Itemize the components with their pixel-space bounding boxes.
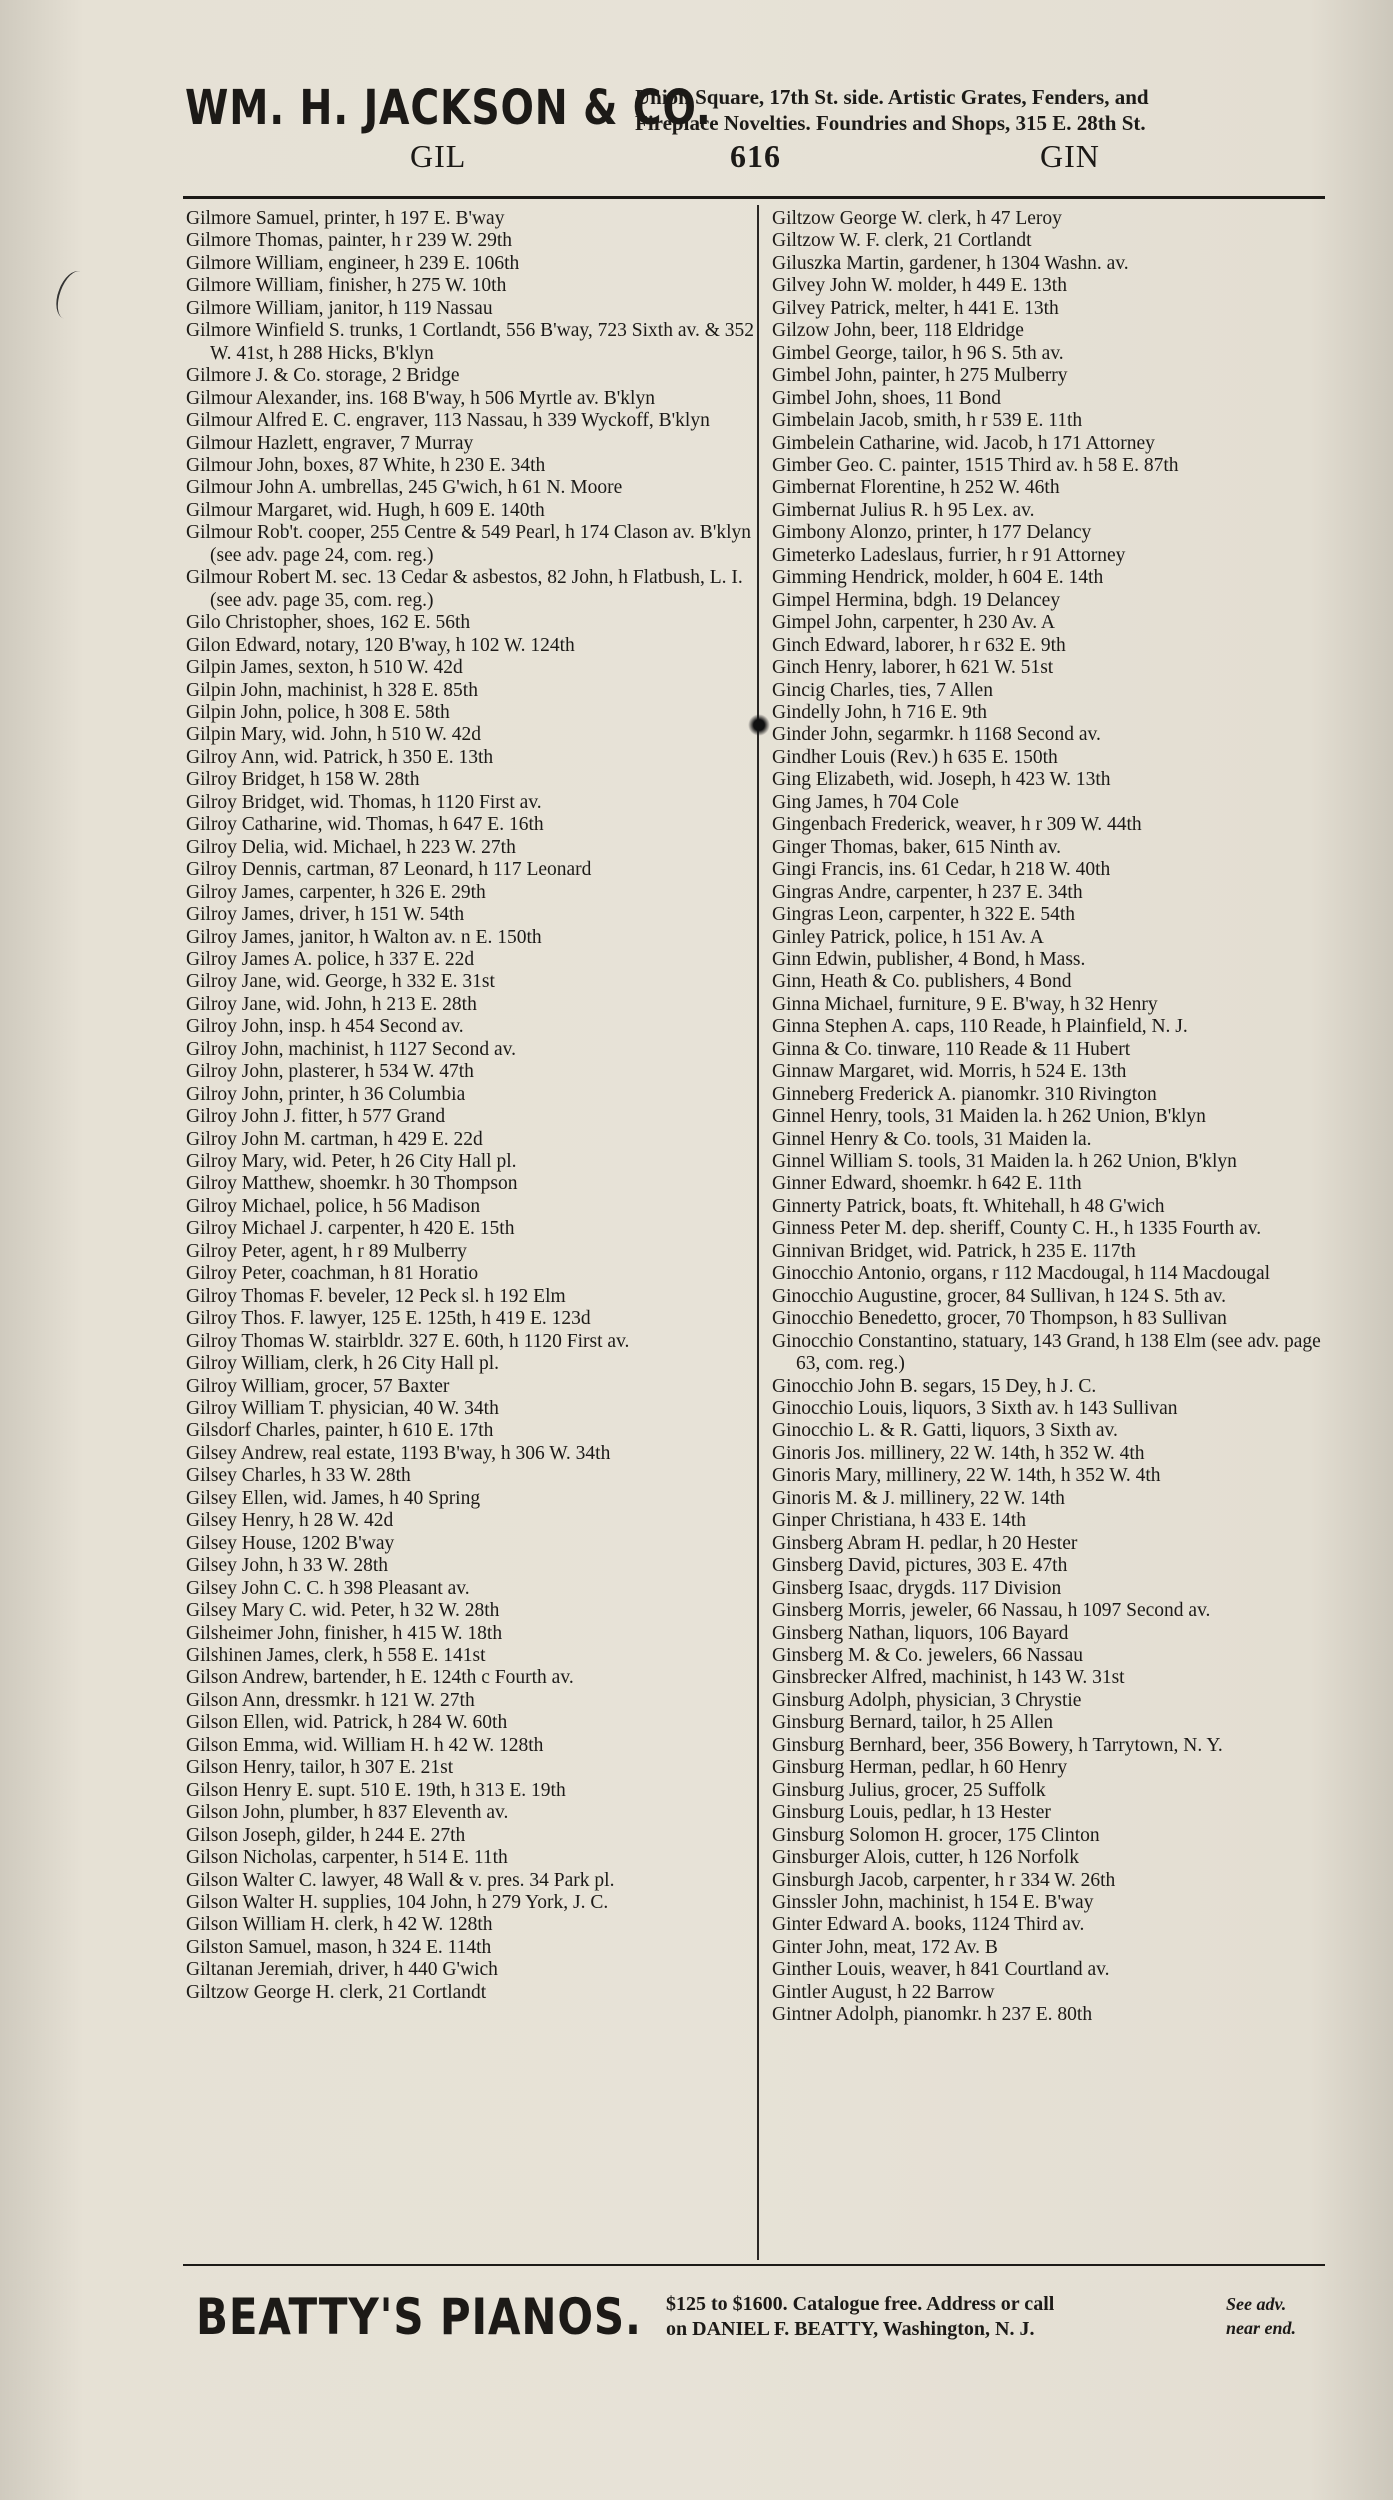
directory-entry: Gilroy John J. fitter, h 577 Grand	[186, 1106, 446, 1128]
directory-entry: Gingras Leon, carpenter, h 322 E. 54th	[772, 904, 1076, 926]
directory-entry: Gilmore J. & Co. storage, 2 Bridge	[186, 365, 460, 387]
directory-entry: Gindher Louis (Rev.) h 635 E. 150th	[772, 746, 1058, 768]
directory-entry: Gintner Adolph, pianomkr. h 237 E. 80th	[772, 2004, 1093, 2026]
directory-entry: Gilroy Mary, wid. Peter, h 26 City Hall pl.	[186, 1151, 517, 1173]
directory-entry: Ginssler John, machinist, h 154 E. B'way	[772, 1891, 1094, 1913]
directory-entry: Gilmour Alfred E. C. engraver, 113 Nassau, h 339 Wyckoff, B'klyn	[186, 410, 710, 432]
directory-entry: Gilsey Henry, h 28 W. 42d	[186, 1510, 394, 1532]
directory-entry: Gilmore Thomas, painter, h r 239 W. 29th	[186, 230, 512, 252]
directory-entry: Ginsburg Louis, pedlar, h 13 Hester	[772, 1802, 1051, 1824]
directory-entry: Gilson Henry, tailor, h 307 E. 21st	[186, 1757, 454, 1779]
directory-entry: Gilroy Dennis, cartman, 87 Leonard, h 117 Leonard	[186, 859, 592, 881]
directory-entry: Ginna Michael, furniture, 9 E. B'way, h 32 Henry	[772, 993, 1158, 1015]
directory-entry: Ginther Louis, weaver, h 841 Courtland av.	[772, 1959, 1110, 1981]
directory-entry: Ginsberg Morris, jeweler, 66 Nassau, h 1097 Second av.	[772, 1600, 1211, 1622]
directory-entry: Ginn Edwin, publisher, 4 Bond, h Mass.	[772, 948, 1086, 970]
directory-entry: Ginnaw Margaret, wid. Morris, h 524 E. 13th	[772, 1061, 1127, 1083]
directory-entry: Gilroy Peter, agent, h r 89 Mulberry	[186, 1240, 467, 1262]
directory-entry: Gilroy William, grocer, 57 Baxter	[186, 1375, 450, 1397]
directory-entry: Gimpel John, carpenter, h 230 Av. A	[772, 612, 1055, 634]
bottom-ad-line-2: on DANIEL F. BEATTY, Washington, N. J.	[666, 2318, 1035, 2340]
directory-entry: Ging James, h 704 Cole	[772, 791, 959, 813]
directory-entry: Gilroy William, clerk, h 26 City Hall pl.	[186, 1353, 499, 1375]
directory-entry: Gilroy Thomas W. stairbldr. 327 E. 60th, h 1120 First av.	[186, 1330, 630, 1352]
directory-entry: Gilroy Peter, coachman, h 81 Horatio	[186, 1263, 479, 1285]
directory-entry: Gilson Nicholas, carpenter, h 514 E. 11th	[186, 1847, 508, 1869]
directory-entry: Ginsburg Bernhard, beer, 356 Bowery, h Tarrytown, N. Y.	[772, 1734, 1223, 1756]
bottom-ad-text	[666, 2292, 1226, 2342]
directory-entry: Ginsburger Alois, cutter, h 126 Norfolk	[772, 1847, 1080, 1869]
directory-entry: Gilmour Margaret, wid. Hugh, h 609 E. 140th	[186, 499, 545, 521]
directory-entry: Ginocchio John B. segars, 15 Dey, h J. C.	[772, 1375, 1097, 1397]
top-ad-text	[635, 84, 1325, 136]
directory-entry: Gilroy James, driver, h 151 W. 54th	[186, 904, 465, 926]
running-head-left: GIL	[410, 138, 467, 174]
directory-entry: Gilroy Thomas F. beveler, 12 Peck sl. h 192 Elm	[186, 1285, 566, 1307]
directory-entry: Gilroy Jane, wid. George, h 332 E. 31st	[186, 971, 495, 993]
directory-entry: Gilroy Michael J. carpenter, h 420 E. 15th	[186, 1218, 515, 1240]
directory-entry: Ginocchio Benedetto, grocer, 70 Thompson, h 83 Sullivan	[772, 1308, 1227, 1330]
directory-entry: Gimbelein Catharine, wid. Jacob, h 171 Attorney	[772, 432, 1155, 454]
directory-entry: Gilsey Charles, h 33 W. 28th	[186, 1465, 411, 1487]
directory-entry: Ginner Edward, shoemkr. h 642 E. 11th	[772, 1173, 1082, 1195]
directory-entry: Ginger Thomas, baker, 615 Ninth av.	[772, 836, 1061, 858]
directory-entry: Ginoris M. & J. millinery, 22 W. 14th	[772, 1487, 1065, 1509]
directory-entry: Ginper Christiana, h 433 E. 14th	[772, 1510, 1027, 1532]
directory-entry: Ginness Peter M. dep. sheriff, County C. H., h 1335 Fourth av.	[772, 1218, 1262, 1240]
directory-entry: Gilroy John, machinist, h 1127 Second av.	[186, 1038, 517, 1060]
directory-entry: Gilsdorf Charles, painter, h 610 E. 17th	[186, 1420, 494, 1442]
directory-entry: Gilson Henry E. supt. 510 E. 19th, h 313 E. 19th	[186, 1779, 566, 1801]
directory-entry: Gimbel John, shoes, 11 Bond	[772, 387, 1001, 409]
directory-entry: Gilpin James, sexton, h 510 W. 42d	[186, 657, 463, 679]
directory-entry: Ginsberg Abram H. pedlar, h 20 Hester	[772, 1532, 1078, 1554]
directory-entry: Gilroy Bridget, h 158 W. 28th	[186, 769, 420, 791]
directory-entry: Giluszka Martin, gardener, h 1304 Washn. av.	[772, 252, 1129, 274]
directory-entry: Gilmore William, janitor, h 119 Nassau	[186, 297, 493, 319]
directory-entry: Ginnel William S. tools, 31 Maiden la. h 262 Union, B'klyn	[772, 1151, 1237, 1173]
directory-entry: Ginn, Heath & Co. publishers, 4 Bond	[772, 971, 1072, 993]
directory-entry: Gilroy James A. police, h 337 E. 22d	[186, 948, 475, 970]
directory-entry: Ginsberg Isaac, drygds. 117 Division	[772, 1577, 1062, 1599]
top-ad-line-1: Union Square, 17th St. side. Artistic Grates, Fenders, and	[635, 85, 1149, 109]
directory-entry: Ginocchio L. & R. Gatti, liquors, 3 Sixth av.	[772, 1420, 1118, 1442]
directory-entry: Gilson Andrew, bartender, h E. 124th c Fourth av.	[186, 1667, 574, 1689]
directory-entry: Gilroy Michael, police, h 56 Madison	[186, 1195, 481, 1217]
directory-entry: Ginna & Co. tinware, 110 Reade & 11 Hubert	[772, 1038, 1131, 1060]
directory-entry: Gilmour Rob't. cooper, 255 Centre & 549 Pearl, h 174 Clason av. B'klyn (see adv. page 24, com. reg.)	[186, 522, 751, 566]
directory-entry: Gilmour Hazlett, engraver, 7 Murray	[186, 432, 474, 454]
directory-entry: Gilsey Mary C. wid. Peter, h 32 W. 28th	[186, 1600, 500, 1622]
directory-entry: Gilroy Delia, wid. Michael, h 223 W. 27th	[186, 836, 516, 858]
directory-entry: Ginsburg Bernard, tailor, h 25 Allen	[772, 1712, 1054, 1734]
directory-entry: Gimbernat Florentine, h 252 W. 46th	[772, 477, 1060, 499]
top-ad-name: WM. H. JACKSON & CO.	[185, 80, 712, 136]
directory-entry: Giltzow George H. clerk, 21 Cortlandt	[186, 1981, 487, 2003]
directory-entry: Gilmour Alexander, ins. 168 B'way, h 506 Myrtle av. B'klyn	[186, 387, 655, 409]
directory-entry: Gilroy Bridget, wid. Thomas, h 1120 First av.	[186, 791, 542, 813]
directory-entry: Gilsey House, 1202 B'way	[186, 1532, 395, 1554]
page-number: 616	[730, 138, 781, 174]
directory-entry: Gilson Ann, dressmkr. h 121 W. 27th	[186, 1689, 475, 1711]
directory-entry: Gilmore Samuel, printer, h 197 E. B'way	[186, 208, 505, 229]
directory-entry: Gilmour John, boxes, 87 White, h 230 E. 34th	[186, 454, 546, 476]
directory-entry: Ginley Patrick, police, h 151 Av. A	[772, 926, 1044, 948]
directory-entry: Gilroy John M. cartman, h 429 E. 22d	[186, 1128, 483, 1150]
right-column	[772, 208, 1334, 2027]
directory-entry: Gilshinen James, clerk, h 558 E. 141st	[186, 1645, 486, 1666]
directory-entry: Gintler August, h 22 Barrow	[772, 1981, 995, 2003]
directory-entry: Ginsberg Nathan, liquors, 106 Bayard	[772, 1622, 1069, 1644]
directory-entry: Gilo Christopher, shoes, 162 E. 56th	[186, 612, 471, 634]
directory-entry: Ginnel Henry, tools, 31 Maiden la. h 262 Union, B'klyn	[772, 1106, 1206, 1128]
directory-entry: Ginoris Mary, millinery, 22 W. 14th, h 352 W. 4th	[772, 1465, 1161, 1487]
directory-entry: Gilpin John, machinist, h 328 E. 85th	[186, 679, 478, 701]
directory-entry: Ginnel Henry & Co. tools, 31 Maiden la.	[772, 1128, 1092, 1150]
directory-entry: Gilroy Matthew, shoemkr. h 30 Thompson	[186, 1173, 518, 1195]
directory-entry: Gilmour Robert M. sec. 13 Cedar & asbestos, 82 John, h Flatbush, L. I. (see adv. page 35, com. reg.)	[186, 567, 743, 611]
directory-entry: Gingras Andre, carpenter, h 237 E. 34th	[772, 881, 1083, 903]
directory-entry: Giltzow W. F. clerk, 21 Cortlandt	[772, 230, 1032, 252]
bottom-ad-aside	[1226, 2292, 1296, 2340]
directory-entry: Ginsbrecker Alfred, machinist, h 143 W. 31st	[772, 1667, 1125, 1689]
bottom-ad-line-1: $125 to $1600. Catalogue free. Address or call	[666, 2293, 1055, 2315]
directory-entry: Ginocchio Louis, liquors, 3 Sixth av. h 143 Sullivan	[772, 1398, 1178, 1420]
directory-entry: Gilsey Andrew, real estate, 1193 B'way, h 306 W. 34th	[186, 1442, 611, 1464]
directory-entry: Gilson William H. clerk, h 42 W. 128th	[186, 1914, 493, 1936]
directory-entry: Ginocchio Augustine, grocer, 84 Sullivan, h 124 S. 5th av.	[772, 1285, 1226, 1307]
directory-entry: Gilmour John A. umbrellas, 245 G'wich, h 61 N. Moore	[186, 477, 623, 499]
bottom-ad-name: BEATTY'S PIANOS.	[196, 2288, 642, 2346]
directory-entry: Gimbelain Jacob, smith, h r 539 E. 11th	[772, 410, 1083, 432]
directory-entry: Gilsey John, h 33 W. 28th	[186, 1555, 389, 1577]
directory-entry: Giltanan Jeremiah, driver, h 440 G'wich	[186, 1959, 498, 1981]
directory-entry: Gilroy Ann, wid. Patrick, h 350 E. 13th	[186, 746, 494, 768]
header-rule	[183, 196, 1325, 199]
top-advertisement	[185, 80, 1320, 140]
directory-entry: Ginnerty Patrick, boats, ft. Whitehall, h 48 G'wich	[772, 1195, 1165, 1217]
directory-entry: Gilroy John, printer, h 36 Columbia	[186, 1083, 466, 1105]
directory-entry: Gimbernat Julius R. h 95 Lex. av.	[772, 499, 1035, 521]
directory-entry: Gindelly John, h 716 E. 9th	[772, 701, 988, 723]
directory-entry: Ginsburgh Jacob, carpenter, h r 334 W. 26th	[772, 1869, 1116, 1891]
directory-entry: Ginch Edward, laborer, h r 632 E. 9th	[772, 634, 1066, 656]
directory-entry: Ginneberg Frederick A. pianomkr. 310 Rivington	[772, 1083, 1157, 1105]
directory-entry: Gilroy Jane, wid. John, h 213 E. 28th	[186, 993, 477, 1015]
directory-entry: Gimber Geo. C. painter, 1515 Third av. h 58 E. 87th	[772, 454, 1179, 476]
bottom-ad-aside-1: See adv.	[1226, 2294, 1287, 2314]
directory-entry: Ginter John, meat, 172 Av. B	[772, 1936, 998, 1958]
bottom-ad-aside-2: near end.	[1226, 2318, 1297, 2338]
directory-entry: Gilroy William T. physician, 40 W. 34th	[186, 1398, 499, 1420]
directory-entry: Giltzow George W. clerk, h 47 Leroy	[772, 208, 1062, 229]
directory-entry: Ging Elizabeth, wid. Joseph, h 423 W. 13th	[772, 769, 1111, 791]
directory-entry: Gilson Walter H. supplies, 104 John, h 279 York, J. C.	[186, 1891, 609, 1913]
directory-entry: Ginoris Jos. millinery, 22 W. 14th, h 352 W. 4th	[772, 1442, 1145, 1464]
directory-entry: Ginter Edward A. books, 1124 Third av.	[772, 1914, 1085, 1936]
directory-entry: Ginna Stephen A. caps, 110 Reade, h Plainfield, N. J.	[772, 1016, 1188, 1038]
directory-entry: Ginocchio Antonio, organs, r 112 Macdougal, h 114 Macdougal	[772, 1263, 1271, 1285]
directory-entry: Ginsburg Herman, pedlar, h 60 Henry	[772, 1757, 1068, 1779]
directory-entry: Gilmore William, finisher, h 275 W. 10th	[186, 275, 507, 297]
running-head	[400, 138, 1120, 178]
directory-entry: Gimming Hendrick, molder, h 604 E. 14th	[772, 567, 1104, 589]
directory-entry: Gimbel John, painter, h 275 Mulberry	[772, 365, 1068, 387]
directory-entry: Gilvey John W. molder, h 449 E. 13th	[772, 275, 1067, 297]
directory-entry: Ginsburg Solomon H. grocer, 175 Clinton	[772, 1824, 1100, 1846]
directory-entry: Gimpel Hermina, bdgh. 19 Delancey	[772, 589, 1061, 611]
bottom-advertisement	[196, 2288, 1331, 2358]
directory-entry: Gingi Francis, ins. 61 Cedar, h 218 W. 40th	[772, 859, 1111, 881]
directory-entry: Gilston Samuel, mason, h 324 E. 114th	[186, 1936, 492, 1958]
directory-entry: Gilpin John, police, h 308 E. 58th	[186, 701, 450, 723]
directory-entry: Gilzow John, beer, 118 Eldridge	[772, 320, 1024, 342]
directory-entry: Gilson Joseph, gilder, h 244 E. 27th	[186, 1824, 466, 1846]
directory-entry: Gimbony Alonzo, printer, h 177 Delancy	[772, 522, 1092, 544]
directory-entry: Gilroy John, plasterer, h 534 W. 47th	[186, 1061, 474, 1083]
directory-entry: Gilroy James, janitor, h Walton av. n E. 150th	[186, 926, 542, 948]
directory-entry: Ginsburg Julius, grocer, 25 Suffolk	[772, 1779, 1046, 1801]
directory-entry: Gilvey Patrick, melter, h 441 E. 13th	[772, 297, 1059, 319]
directory-entry: Gincig Charles, ties, 7 Allen	[772, 679, 993, 701]
directory-entry: Gilsey John C. C. h 398 Pleasant av.	[186, 1577, 470, 1599]
directory-entry: Gilson Walter C. lawyer, 48 Wall & v. pres. 34 Park pl.	[186, 1869, 615, 1891]
footer-rule	[183, 2264, 1325, 2266]
directory-entry: Gilroy Catharine, wid. Thomas, h 647 E. 16th	[186, 814, 544, 836]
running-head-right: GIN	[1040, 138, 1100, 174]
directory-entry: Ginch Henry, laborer, h 621 W. 51st	[772, 657, 1054, 679]
ink-mark	[50, 267, 93, 324]
directory-entry: Gilson John, plumber, h 837 Eleventh av.	[186, 1802, 509, 1824]
directory-entry: Gilroy John, insp. h 454 Second av.	[186, 1016, 464, 1038]
directory-entry: Gimbel George, tailor, h 96 S. 5th av.	[772, 342, 1064, 364]
directory-entry: Gilson Emma, wid. William H. h 42 W. 128th	[186, 1734, 544, 1756]
directory-entry: Ginsburg Adolph, physician, 3 Chrystie	[772, 1689, 1082, 1711]
directory-entry: Gilson Ellen, wid. Patrick, h 284 W. 60th	[186, 1712, 508, 1734]
directory-entry: Ginocchio Constantino, statuary, 143 Grand, h 138 Elm (see adv. page 63, com. reg.)	[772, 1330, 1321, 1375]
directory-entry: Gilroy James, carpenter, h 326 E. 29th	[186, 881, 486, 903]
directory-entry: Gilon Edward, notary, 120 B'way, h 102 W. 124th	[186, 634, 575, 656]
directory-entry: Ginnivan Bridget, wid. Patrick, h 235 E. 117th	[772, 1240, 1136, 1262]
directory-entry: Gilmore William, engineer, h 239 E. 106th	[186, 252, 520, 274]
directory-entry: Ginsberg M. & Co. jewelers, 66 Nassau	[772, 1645, 1084, 1666]
directory-entry: Gilpin Mary, wid. John, h 510 W. 42d	[186, 724, 482, 746]
directory-entry: Gingenbach Frederick, weaver, h r 309 W. 44th	[772, 814, 1142, 836]
directory-entry: Gilmore Winfield S. trunks, 1 Cortlandt, 556 B'way, 723 Sixth av. & 352 W. 41st, h 288 Hicks, B'klyn	[186, 320, 755, 364]
top-ad-line-2: Fireplace Novelties. Foundries and Shops, 315 E. 28th St.	[635, 111, 1146, 135]
left-column	[186, 208, 761, 2004]
directory-entry: Ginder John, segarmkr. h 1168 Second av.	[772, 724, 1101, 746]
directory-entry: Gilsey Ellen, wid. James, h 40 Spring	[186, 1487, 481, 1509]
directory-entry: Gimeterko Ladeslaus, furrier, h r 91 Attorney	[772, 544, 1126, 566]
directory-entry: Gilroy Thos. F. lawyer, 125 E. 125th, h 419 E. 123d	[186, 1308, 591, 1330]
directory-entry: Gilsheimer John, finisher, h 415 W. 18th	[186, 1622, 503, 1644]
directory-entry: Ginsberg David, pictures, 303 E. 47th	[772, 1555, 1068, 1577]
